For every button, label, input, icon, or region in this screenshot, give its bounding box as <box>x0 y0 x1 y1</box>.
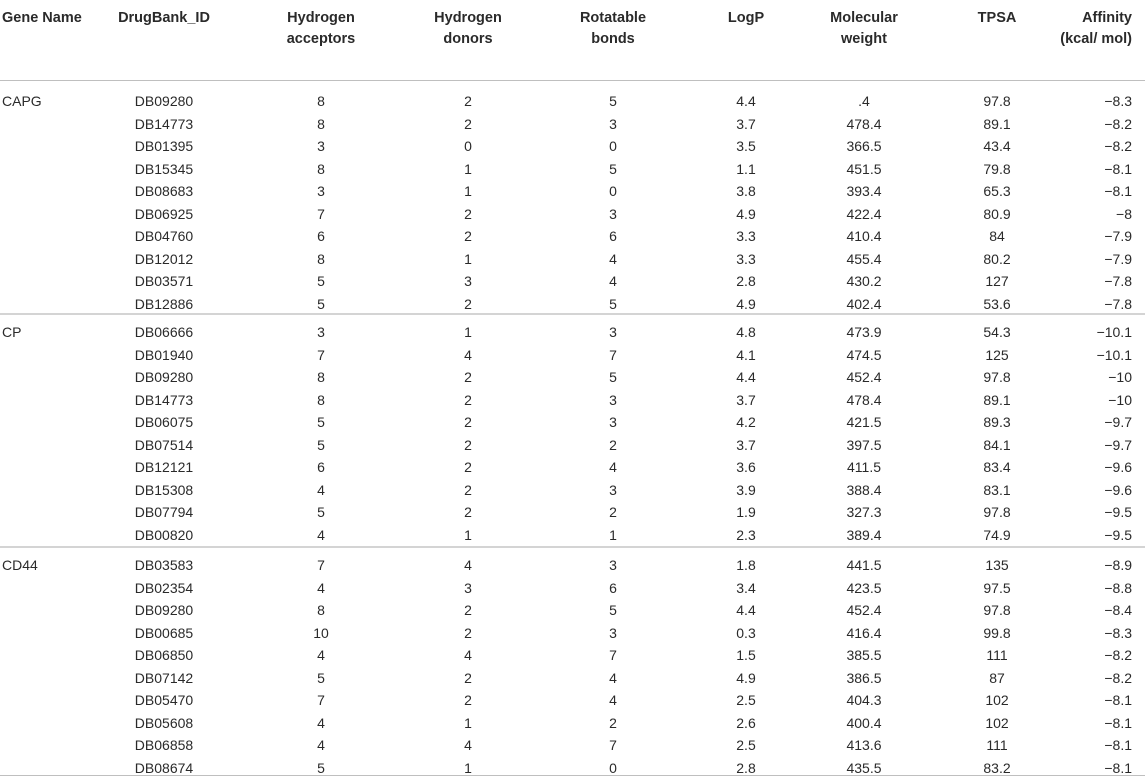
logp-cell: 4.1 <box>736 346 756 363</box>
gene-name-cell: CP <box>2 324 22 340</box>
header-rule <box>0 80 1145 81</box>
hydrogen-acceptors-cell: 8 <box>317 160 325 177</box>
logp-cell: 2.6 <box>736 714 756 731</box>
hydrogen-acceptors-cell: 8 <box>317 93 325 109</box>
hydrogen-donors-cell: 2 <box>464 692 472 708</box>
drugbank-id-cell: DB05608 <box>134 714 194 731</box>
table-row <box>0 668 1145 689</box>
table-row <box>0 249 1145 270</box>
molecular-weight-cell: 441.5 <box>846 557 882 573</box>
rotatable-bonds-cell: 5 <box>609 160 617 177</box>
rotatable-bonds-cell: 4 <box>609 250 617 267</box>
drugbank-id-cell: DB06666 <box>134 324 194 340</box>
rotatable-bonds-cell: 0 <box>609 759 617 776</box>
drugbank-id-cell: DB00685 <box>134 624 194 641</box>
tpsa-cell: 97.8 <box>983 93 1011 109</box>
logp-cell: 2.8 <box>736 759 756 776</box>
hydrogen-acceptors-cell: 7 <box>317 205 325 222</box>
drugbank-id-cell: DB07142 <box>134 669 194 686</box>
drugbank-id-cell: DB09280 <box>134 93 194 109</box>
tpsa-cell: 83.4 <box>983 459 1011 475</box>
rotatable-bonds-cell: 3 <box>609 481 617 498</box>
rotatable-bonds-cell: 4 <box>609 669 617 686</box>
tpsa-cell: 83.1 <box>983 481 1011 498</box>
drugbank-id-cell: DB06075 <box>134 414 194 430</box>
gene-name-cell: CD44 <box>2 557 38 573</box>
table-row <box>0 412 1145 433</box>
molecular-weight-cell: 452.4 <box>846 602 882 618</box>
molecular-weight-cell: 416.4 <box>846 624 882 641</box>
affinity-cell: −7.8 <box>1104 273 1132 289</box>
affinity-cell: −7.8 <box>1104 295 1132 312</box>
hydrogen-donors-cell: 2 <box>464 115 472 132</box>
table-row <box>0 91 1145 112</box>
header-tpsa: TPSA <box>977 10 1017 26</box>
hydrogen-donors-cell: 2 <box>464 391 472 408</box>
logp-cell: 4.4 <box>736 602 756 618</box>
header-drugbank-id: DrugBank_ID <box>118 10 210 26</box>
drugbank-id-cell: DB15345 <box>134 160 194 177</box>
affinity-cell: −9.5 <box>1104 526 1132 543</box>
drugbank-id-cell: DB08683 <box>134 183 194 199</box>
tpsa-cell: 127 <box>985 273 1009 289</box>
table-row <box>0 435 1145 456</box>
affinity-cell: −9.7 <box>1104 436 1132 453</box>
tpsa-cell: 111 <box>986 737 1008 753</box>
hydrogen-donors-cell: 2 <box>464 481 472 498</box>
hydrogen-acceptors-cell: 5 <box>317 414 325 430</box>
logp-cell: 3.6 <box>736 459 756 475</box>
molecular-weight-cell: 474.5 <box>846 346 882 363</box>
hydrogen-donors-cell: 2 <box>464 602 472 618</box>
logp-cell: 4.8 <box>736 324 756 340</box>
tpsa-cell: 99.8 <box>983 624 1011 641</box>
hydrogen-acceptors-cell: 8 <box>317 250 325 267</box>
hydrogen-donors-cell: 1 <box>464 324 472 340</box>
table-row <box>0 136 1145 157</box>
hydrogen-donors-cell: 2 <box>464 459 472 475</box>
table-row <box>0 555 1145 576</box>
hydrogen-donors-cell: 1 <box>464 526 472 543</box>
table-row <box>0 578 1145 599</box>
tpsa-cell: 84.1 <box>983 436 1011 453</box>
header-hydrogen-acceptors: Hydrogen acceptors <box>286 10 356 47</box>
molecular-weight-cell: 366.5 <box>846 138 882 154</box>
hydrogen-acceptors-cell: 4 <box>317 526 325 543</box>
molecular-weight-cell: 397.5 <box>846 436 882 453</box>
rotatable-bonds-cell: 4 <box>609 459 617 475</box>
table-row <box>0 345 1145 366</box>
affinity-cell: −8.9 <box>1104 557 1132 573</box>
table-row <box>0 294 1145 315</box>
table-row <box>0 390 1145 411</box>
affinity-cell: −8.1 <box>1104 737 1132 753</box>
tpsa-cell: 125 <box>985 346 1009 363</box>
table-row <box>0 623 1145 644</box>
logp-cell: 4.9 <box>736 205 756 222</box>
gene-name-cell: CAPG <box>2 93 42 109</box>
tpsa-cell: 54.3 <box>983 324 1011 340</box>
hydrogen-acceptors-cell: 8 <box>317 602 325 618</box>
group-separator <box>0 313 1145 315</box>
table-row <box>0 226 1145 247</box>
molecular-weight-cell: 435.5 <box>846 759 882 776</box>
hydrogen-donors-cell: 2 <box>464 436 472 453</box>
rotatable-bonds-cell: 4 <box>609 273 617 289</box>
hydrogen-donors-cell: 1 <box>464 160 472 177</box>
hydrogen-donors-cell: 2 <box>464 504 472 520</box>
tpsa-cell: 111 <box>986 647 1008 663</box>
affinity-cell: −9.6 <box>1104 459 1132 475</box>
rotatable-bonds-cell: 3 <box>609 414 617 430</box>
tpsa-cell: 84 <box>989 228 1005 244</box>
molecular-weight-cell: 327.3 <box>846 504 882 520</box>
molecular-weight-cell: 402.4 <box>846 295 882 312</box>
hydrogen-donors-cell: 2 <box>464 414 472 430</box>
drugbank-id-cell: DB05470 <box>134 692 194 708</box>
molecular-weight-cell: 422.4 <box>846 205 882 222</box>
logp-cell: 4.4 <box>736 93 756 109</box>
molecular-weight-cell: 404.3 <box>846 692 882 708</box>
drugbank-id-cell: DB00820 <box>134 526 194 543</box>
affinity-cell: −8.4 <box>1104 602 1132 618</box>
affinity-cell: −8.1 <box>1104 692 1132 708</box>
rotatable-bonds-cell: 5 <box>609 602 617 618</box>
drugbank-id-cell: DB14773 <box>134 391 194 408</box>
tpsa-cell: 97.8 <box>983 602 1011 618</box>
logp-cell: 4.9 <box>736 669 756 686</box>
group-separator <box>0 546 1145 548</box>
rotatable-bonds-cell: 5 <box>609 93 617 109</box>
hydrogen-acceptors-cell: 4 <box>317 714 325 731</box>
table-row <box>0 181 1145 202</box>
hydrogen-acceptors-cell: 10 <box>313 624 329 641</box>
rotatable-bonds-cell: 5 <box>609 369 617 385</box>
rotatable-bonds-cell: 2 <box>609 504 617 520</box>
drugbank-id-cell: DB07514 <box>134 436 194 453</box>
hydrogen-donors-cell: 0 <box>464 138 472 154</box>
logp-cell: 4.9 <box>736 295 756 312</box>
table-row <box>0 204 1145 225</box>
drugbank-id-cell: DB02354 <box>134 579 194 596</box>
molecular-weight-cell: 430.2 <box>846 273 882 289</box>
logp-cell: 3.7 <box>736 115 756 132</box>
molecular-weight-cell: 423.5 <box>846 579 882 596</box>
logp-cell: 4.4 <box>736 369 756 385</box>
tpsa-cell: 102 <box>985 714 1009 731</box>
molecular-weight-cell: 393.4 <box>846 183 882 199</box>
drugbank-id-cell: DB12886 <box>134 295 194 312</box>
hydrogen-donors-cell: 2 <box>464 205 472 222</box>
drugbank-id-cell: DB01395 <box>134 138 194 154</box>
tpsa-cell: 97.8 <box>983 369 1011 385</box>
bottom-rule <box>0 775 1145 776</box>
tpsa-cell: 102 <box>985 692 1009 708</box>
hydrogen-acceptors-cell: 4 <box>317 579 325 596</box>
tpsa-cell: 87 <box>989 669 1005 686</box>
tpsa-cell: 79.8 <box>983 160 1011 177</box>
hydrogen-acceptors-cell: 3 <box>317 183 325 199</box>
affinity-cell: −10 <box>1108 391 1132 408</box>
tpsa-cell: 89.1 <box>983 391 1011 408</box>
tpsa-cell: 53.6 <box>983 295 1011 312</box>
logp-cell: 3.8 <box>736 183 756 199</box>
hydrogen-acceptors-cell: 7 <box>317 346 325 363</box>
affinity-cell: −8.8 <box>1104 579 1132 596</box>
hydrogen-acceptors-cell: 8 <box>317 391 325 408</box>
rotatable-bonds-cell: 3 <box>609 205 617 222</box>
hydrogen-donors-cell: 1 <box>464 183 472 199</box>
hydrogen-donors-cell: 2 <box>464 295 472 312</box>
table-row <box>0 600 1145 621</box>
affinity-cell: −8.1 <box>1104 160 1132 177</box>
logp-cell: 2.3 <box>736 526 756 543</box>
hydrogen-acceptors-cell: 3 <box>317 138 325 154</box>
tpsa-cell: 80.9 <box>983 205 1011 222</box>
table-row <box>0 690 1145 711</box>
rotatable-bonds-cell: 7 <box>609 737 617 753</box>
affinity-cell: −8.1 <box>1104 759 1132 776</box>
affinity-cell: −8.2 <box>1104 647 1132 663</box>
hydrogen-acceptors-cell: 6 <box>317 228 325 244</box>
molecular-weight-cell: .4 <box>858 93 870 109</box>
rotatable-bonds-cell: 3 <box>609 624 617 641</box>
rotatable-bonds-cell: 3 <box>609 557 617 573</box>
affinity-cell: −10 <box>1108 369 1132 385</box>
molecular-weight-cell: 389.4 <box>846 526 882 543</box>
hydrogen-donors-cell: 2 <box>464 624 472 641</box>
hydrogen-donors-cell: 1 <box>464 759 472 776</box>
drugbank-id-cell: DB07794 <box>134 504 194 520</box>
molecular-weight-cell: 400.4 <box>846 714 882 731</box>
table-row <box>0 735 1145 756</box>
affinity-cell: −10.1 <box>1096 346 1132 363</box>
table-row <box>0 713 1145 734</box>
logp-cell: 4.2 <box>736 414 756 430</box>
affinity-cell: −8.1 <box>1104 183 1132 199</box>
hydrogen-acceptors-cell: 7 <box>317 692 325 708</box>
logp-cell: 3.5 <box>736 138 756 154</box>
table-row <box>0 114 1145 135</box>
hydrogen-acceptors-cell: 5 <box>317 436 325 453</box>
logp-cell: 2.5 <box>736 692 756 708</box>
header-logp: LogP <box>727 10 765 26</box>
drugbank-id-cell: DB04760 <box>134 228 194 244</box>
tpsa-cell: 80.2 <box>983 250 1011 267</box>
logp-cell: 3.3 <box>736 250 756 267</box>
rotatable-bonds-cell: 0 <box>609 138 617 154</box>
table-row <box>0 457 1145 478</box>
drugbank-id-cell: DB14773 <box>134 115 194 132</box>
molecular-weight-cell: 473.9 <box>846 324 882 340</box>
hydrogen-acceptors-cell: 7 <box>317 557 325 573</box>
hydrogen-donors-cell: 1 <box>464 714 472 731</box>
table-row <box>0 525 1145 546</box>
hydrogen-acceptors-cell: 5 <box>317 295 325 312</box>
molecular-weight-cell: 478.4 <box>846 115 882 132</box>
drugbank-id-cell: DB12012 <box>134 250 194 267</box>
hydrogen-donors-cell: 2 <box>464 369 472 385</box>
affinity-cell: −8.1 <box>1104 714 1132 731</box>
logp-cell: 3.9 <box>736 481 756 498</box>
rotatable-bonds-cell: 7 <box>609 647 617 663</box>
logp-cell: 2.8 <box>736 273 756 289</box>
logp-cell: 3.7 <box>736 391 756 408</box>
hydrogen-donors-cell: 2 <box>464 93 472 109</box>
hydrogen-acceptors-cell: 4 <box>317 647 325 663</box>
tpsa-cell: 65.3 <box>983 183 1011 199</box>
affinity-cell: −8.2 <box>1104 138 1132 154</box>
affinity-cell: −9.6 <box>1104 481 1132 498</box>
logp-cell: 3.3 <box>736 228 756 244</box>
table-row <box>0 367 1145 388</box>
tpsa-cell: 43.4 <box>983 138 1011 154</box>
logp-cell: 0.3 <box>736 624 756 641</box>
molecular-weight-cell: 385.5 <box>846 647 882 663</box>
affinity-cell: −8.2 <box>1104 669 1132 686</box>
rotatable-bonds-cell: 7 <box>609 346 617 363</box>
affinity-cell: −8.3 <box>1104 624 1132 641</box>
hydrogen-donors-cell: 2 <box>464 669 472 686</box>
drugbank-id-cell: DB03571 <box>134 273 194 289</box>
rotatable-bonds-cell: 1 <box>609 526 617 543</box>
hydrogen-acceptors-cell: 5 <box>317 504 325 520</box>
rotatable-bonds-cell: 4 <box>609 692 617 708</box>
drugbank-id-cell: DB12121 <box>134 459 194 475</box>
logp-cell: 3.7 <box>736 436 756 453</box>
tpsa-cell: 97.5 <box>983 579 1011 596</box>
molecular-weight-cell: 386.5 <box>846 669 882 686</box>
drugbank-id-cell: DB15308 <box>134 481 194 498</box>
rotatable-bonds-cell: 6 <box>609 579 617 596</box>
hydrogen-acceptors-cell: 5 <box>317 273 325 289</box>
tpsa-cell: 135 <box>985 557 1009 573</box>
logp-cell: 1.5 <box>736 647 756 663</box>
hydrogen-donors-cell: 1 <box>464 250 472 267</box>
tpsa-cell: 89.1 <box>983 115 1011 132</box>
table-row <box>0 159 1145 180</box>
logp-cell: 1.9 <box>736 504 756 520</box>
hydrogen-acceptors-cell: 5 <box>317 759 325 776</box>
rotatable-bonds-cell: 6 <box>609 228 617 244</box>
drugbank-id-cell: DB06850 <box>134 647 194 663</box>
tpsa-cell: 97.8 <box>983 504 1011 520</box>
affinity-cell: −9.7 <box>1104 414 1132 430</box>
table-row <box>0 322 1145 343</box>
hydrogen-acceptors-cell: 6 <box>317 459 325 475</box>
molecular-weight-cell: 455.4 <box>846 250 882 267</box>
molecular-weight-cell: 478.4 <box>846 391 882 408</box>
drugbank-id-cell: DB09280 <box>134 369 194 385</box>
hydrogen-acceptors-cell: 8 <box>317 115 325 132</box>
rotatable-bonds-cell: 5 <box>609 295 617 312</box>
logp-cell: 2.5 <box>736 737 756 753</box>
hydrogen-donors-cell: 4 <box>464 346 472 363</box>
molecular-weight-cell: 410.4 <box>846 228 882 244</box>
table-row <box>0 502 1145 523</box>
hydrogen-acceptors-cell: 5 <box>317 669 325 686</box>
rotatable-bonds-cell: 3 <box>609 391 617 408</box>
logp-cell: 1.1 <box>736 160 756 177</box>
hydrogen-donors-cell: 2 <box>464 228 472 244</box>
rotatable-bonds-cell: 0 <box>609 183 617 199</box>
header-gene-name: Gene Name <box>2 10 82 26</box>
tpsa-cell: 89.3 <box>983 414 1011 430</box>
hydrogen-donors-cell: 3 <box>464 579 472 596</box>
tpsa-cell: 74.9 <box>983 526 1011 543</box>
hydrogen-acceptors-cell: 3 <box>317 324 325 340</box>
table-row <box>0 271 1145 292</box>
affinity-cell: −8 <box>1116 205 1132 222</box>
drugbank-id-cell: DB06925 <box>134 205 194 222</box>
affinity-cell: −8.3 <box>1104 93 1132 109</box>
affinity-cell: −8.2 <box>1104 115 1132 132</box>
drugbank-id-cell: DB01940 <box>134 346 194 363</box>
affinity-cell: −9.5 <box>1104 504 1132 520</box>
tpsa-cell: 83.2 <box>983 759 1011 776</box>
drugbank-id-cell: DB09280 <box>134 602 194 618</box>
rotatable-bonds-cell: 3 <box>609 115 617 132</box>
molecular-weight-cell: 452.4 <box>846 369 882 385</box>
hydrogen-donors-cell: 4 <box>464 647 472 663</box>
table-row <box>0 480 1145 501</box>
hydrogen-acceptors-cell: 8 <box>317 369 325 385</box>
rotatable-bonds-cell: 3 <box>609 324 617 340</box>
molecular-weight-cell: 411.5 <box>847 459 881 475</box>
affinity-cell: −7.9 <box>1104 250 1132 267</box>
logp-cell: 1.8 <box>736 557 756 573</box>
rotatable-bonds-cell: 2 <box>609 436 617 453</box>
header-molecular-weight: Molecular weight <box>830 10 898 47</box>
hydrogen-donors-cell: 4 <box>464 557 472 573</box>
drugbank-id-cell: DB03583 <box>134 557 194 573</box>
header-rotatable-bonds: Rotatable bonds <box>579 10 647 47</box>
logp-cell: 3.4 <box>736 579 756 596</box>
molecular-weight-cell: 421.5 <box>846 414 882 430</box>
drugbank-id-cell: DB08674 <box>134 759 194 776</box>
header-affinity: Affinity (kcal/ mol) <box>1060 10 1132 47</box>
molecular-weight-cell: 451.5 <box>846 160 882 177</box>
drugbank-id-cell: DB06858 <box>134 737 194 753</box>
molecular-weight-cell: 413.6 <box>846 737 882 753</box>
table-row <box>0 645 1145 666</box>
hydrogen-acceptors-cell: 4 <box>317 737 325 753</box>
hydrogen-donors-cell: 4 <box>464 737 472 753</box>
molecular-weight-cell: 388.4 <box>846 481 882 498</box>
rotatable-bonds-cell: 2 <box>609 714 617 731</box>
affinity-cell: −10.1 <box>1096 324 1132 340</box>
affinity-cell: −7.9 <box>1104 228 1132 244</box>
hydrogen-donors-cell: 3 <box>464 273 472 289</box>
hydrogen-acceptors-cell: 4 <box>317 481 325 498</box>
header-hydrogen-donors: Hydrogen donors <box>434 10 502 47</box>
